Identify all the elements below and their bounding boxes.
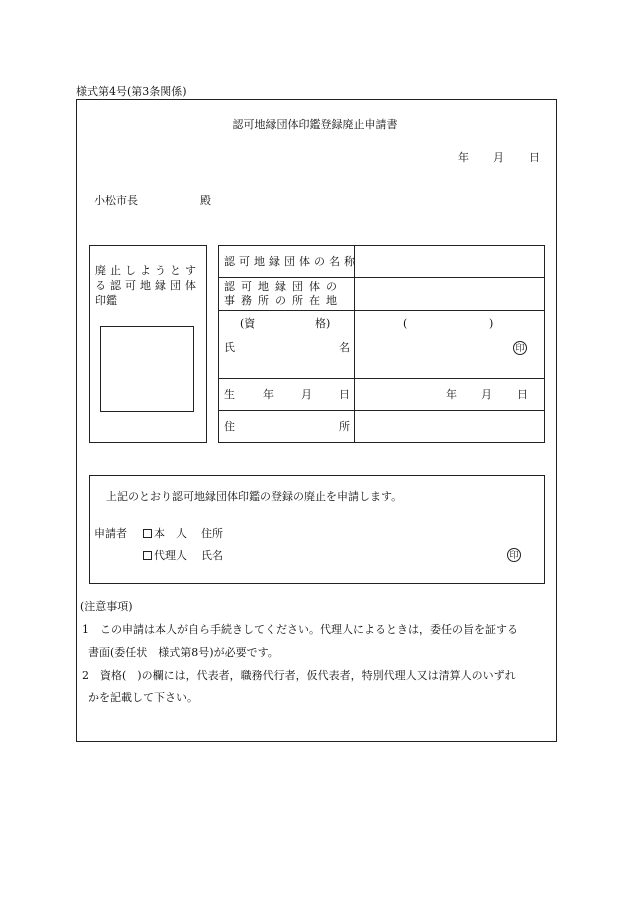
address-label-char2: 所 xyxy=(339,420,350,433)
office-label-line2: 事務所の所在地 xyxy=(224,294,343,307)
seal-label-line1: 廃止しようとす xyxy=(95,264,200,277)
note2-line1: 資格( )の欄には，代表者，職務代行者，仮代表者，特別代理人又は清算人のいずれ xyxy=(100,669,516,682)
seal-mark-icon: 印 xyxy=(513,341,527,355)
seal-label-line3: 印鑑 xyxy=(95,294,117,307)
agent-name-label: 氏名 xyxy=(201,549,223,562)
application-statement: 上記のとおり認可地縁団体印鑑の登録の廃止を申請します。 xyxy=(106,490,403,503)
note1-line1: この申請は本人が自ら手続きしてください。代理人によるときは，委任の旨を証する xyxy=(100,623,518,636)
note2-line2: かを記載して下さい。 xyxy=(88,691,198,704)
birth-year: 年 xyxy=(446,388,457,401)
qualification-label-close: 格) xyxy=(315,317,331,330)
name-label-char1: 氏 xyxy=(224,341,235,354)
office-address-field[interactable] xyxy=(356,279,542,308)
birth-label-char: 年 xyxy=(263,388,274,401)
office-label-line1: 認可地縁団体の xyxy=(224,280,343,293)
notes-header: (注意事項) xyxy=(80,600,133,613)
note2-number: 2 xyxy=(82,669,89,682)
form-title: 認可地縁団体印鑑登録廃止申請書 xyxy=(232,118,398,131)
address-label-char1: 住 xyxy=(224,420,235,433)
option-self-checkbox[interactable] xyxy=(143,529,152,538)
qualification-label-open: (資 xyxy=(240,317,256,330)
table-row-divider xyxy=(218,277,545,278)
table-column-divider xyxy=(354,245,355,443)
qualification-paren-close: ) xyxy=(489,317,494,330)
option-agent-checkbox[interactable] xyxy=(143,551,152,560)
birth-label-char: 日 xyxy=(339,388,350,401)
birth-label-char: 月 xyxy=(301,388,312,401)
form-number: 様式第4号(第3条関係) xyxy=(76,85,187,98)
date-day: 日 xyxy=(529,151,540,164)
date-year: 年 xyxy=(458,151,469,164)
name-label-char2: 名 xyxy=(339,341,350,354)
birth-day: 日 xyxy=(517,388,528,401)
birth-month: 月 xyxy=(481,388,492,401)
org-name-field[interactable] xyxy=(356,247,542,275)
table-row-divider xyxy=(218,410,545,411)
note1-number: 1 xyxy=(82,623,89,636)
birth-label-char: 生 xyxy=(224,388,235,401)
option-self-label: 本 人 xyxy=(154,527,187,540)
qualification-paren-open: ( xyxy=(403,317,408,330)
option-agent-label: 代理人 xyxy=(154,549,187,562)
self-address-label: 住所 xyxy=(201,527,223,540)
table-row-divider xyxy=(218,310,545,311)
qualification-field[interactable] xyxy=(410,314,486,330)
name-field[interactable] xyxy=(356,334,506,374)
seal-impression-box[interactable] xyxy=(100,326,194,412)
seal-label-line2: る認可地縁団体 xyxy=(95,279,200,292)
applicant-label: 申請者 xyxy=(94,527,127,540)
addressee-name: 小松市長 xyxy=(94,194,138,207)
date-month: 月 xyxy=(493,151,504,164)
org-name-label: 認可地縁団体の名称 xyxy=(224,255,359,268)
table-row-divider xyxy=(218,378,545,379)
applicant-seal-mark-icon: 印 xyxy=(507,548,521,562)
address-field[interactable] xyxy=(356,412,542,441)
birth-date-field[interactable] xyxy=(356,380,542,408)
note1-line2: 書面(委任状 様式第8号)が必要です。 xyxy=(88,646,279,659)
addressee-honorific: 殿 xyxy=(200,194,211,207)
